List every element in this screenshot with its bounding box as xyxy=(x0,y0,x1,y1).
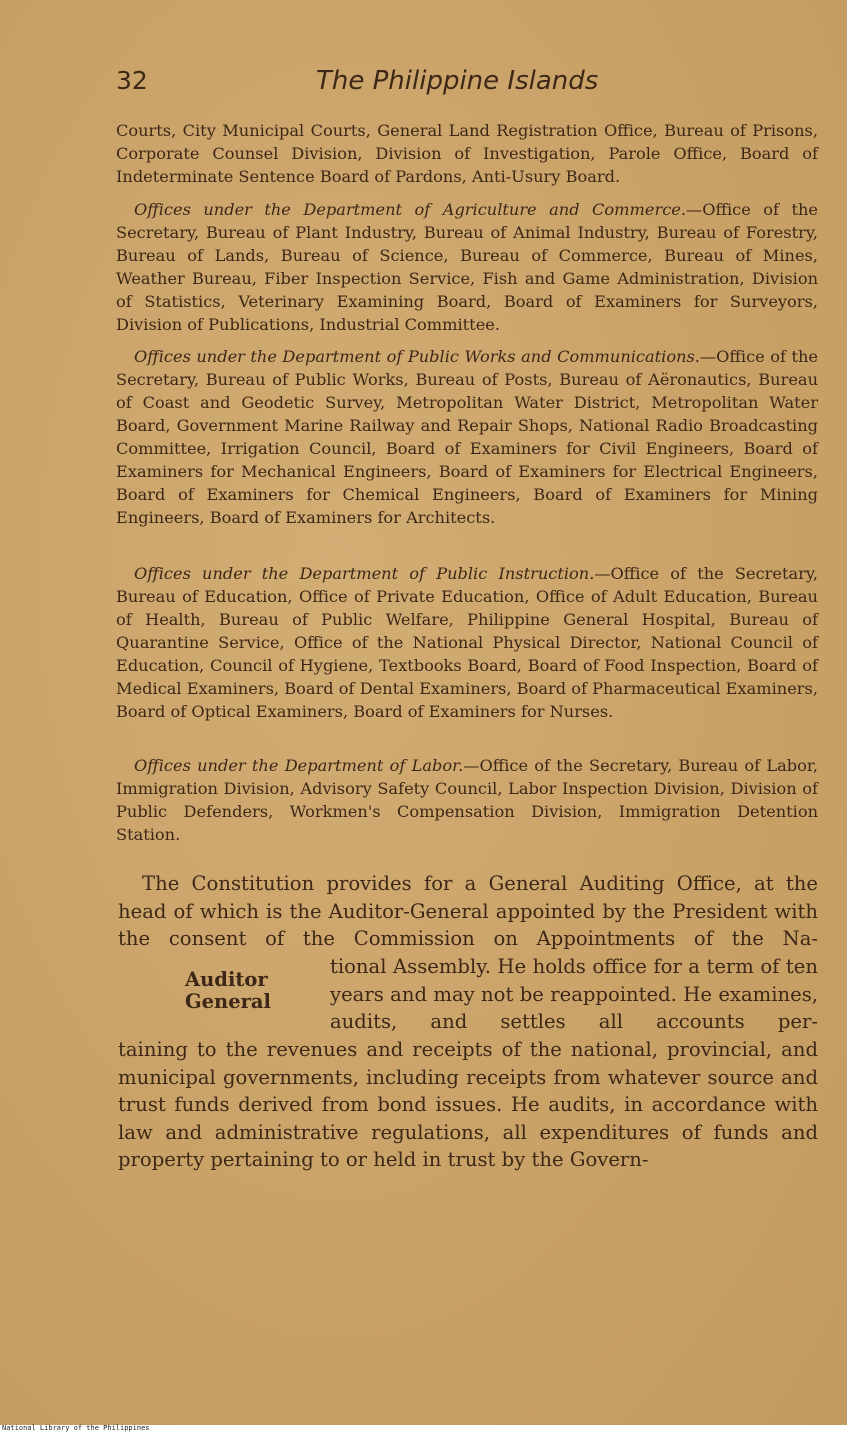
footer-credit: National Library of the Philippines xyxy=(2,1424,150,1432)
auditor-continuation xyxy=(118,1036,818,1174)
public-works-body: —Office of the Secretary, Bureau of Public Works, Bureau of Posts, Bureau of Aëronautics, Bureau of Coast and Geodetic Survey, Metropolitan Water District, Metropolitan Water Board, Government Marine Railway and Repair Shops, National Radio Broadcasting Committee, Irrigation Council, Board of Examiners for Civil Engineers, Board of Examiners for Mechanical Engineers, Board of Examiners for Electrical Engineers, Board of Examiners for Chemical Engineers, Board of Examiners for Mining Engineers, Board of Examiners for Architects. xyxy=(116,347,818,527)
page-header xyxy=(116,66,816,106)
paragraph-agriculture xyxy=(116,198,818,336)
auditor-side-text xyxy=(330,953,818,1036)
auditor-intro xyxy=(118,870,818,953)
paragraph-courts xyxy=(116,119,818,188)
auditor-continuation-text: taining to the revenues and receipts of the national, provincial, and municipal governments, including receipts from whatever source and trust funds derived from bond issues. He audits, in accordance with law and administrative regulations, all expenditures of funds and property pertaining to or held in trust by the Govern- xyxy=(118,1038,818,1172)
agriculture-lead: Offices under the Department of Agriculture and Commerce. xyxy=(134,200,686,219)
public-works-lead: Offices under the Department of Public Works and Communications. xyxy=(134,347,700,366)
agriculture-body: —Office of the Secretary, Bureau of Plant Industry, Bureau of Animal Industry, Bureau of Forestry, Bureau of Lands, Bureau of Science, Bureau of Commerce, Bureau of Mines, Weather Bureau, Fiber Inspection Service, Fish and Game Administration, Division of Statistics, Veterinary Examining Board, Board of Examiners for Surveyors, Division of Publications, Industrial Committee. xyxy=(116,200,819,334)
auditor-intro-text: The Constitution provides for a General Auditing Office, at the head of which is the Auditor-General appointed by the President with the consent of the Commission on Appointments of the Na- xyxy=(118,872,818,951)
instruction-lead: Offices under the Department of Public Instruction. xyxy=(134,564,595,583)
side-heading-line-1: Auditor xyxy=(185,968,268,991)
auditor-side-text-body: tional Assembly. He holds office for a term of ten years and may not be reappointed. He examines, audits, and settles all accounts per- xyxy=(330,955,818,1034)
paragraph-public-works xyxy=(116,345,818,529)
page-number: 32 xyxy=(116,66,148,95)
side-heading-auditor-general xyxy=(185,969,271,1013)
labor-lead: Offices under the Department of Labor. xyxy=(134,756,464,775)
paragraph-courts-text: Courts, City Municipal Courts, General Land Registration Office, Bureau of Prisons, Corporate Counsel Division, Division of Investigation, Parole Office, Board of Indeterminate Sentence Board of Pardons, Anti-Usury Board. xyxy=(116,121,818,186)
side-heading-line-2: General xyxy=(185,990,271,1013)
paragraph-instruction xyxy=(116,562,818,723)
paragraph-labor xyxy=(116,754,818,846)
running-title: The Philippine Islands xyxy=(316,66,599,96)
labor-body: —Office of the Secretary, Bureau of Labor, Immigration Division, Advisory Safety Council, Labor Inspection Division, Division of Public Defenders, Workmen's Compensation Division, Immigration Detention Station. xyxy=(116,756,818,844)
instruction-body: —Office of the Secretary, Bureau of Education, Office of Private Education, Office of Adult Education, Bureau of Health, Bureau of Public Welfare, Philippine General Hospital, Bureau of Quarantine Service, Office of the National Physical Director, National Council of Education, Council of Hygiene, Textbooks Board, Board of Food Inspection, Board of Medical Examiners, Board of Dental Examiners, Board of Pharmaceutical Examiners, Board of Optical Examiners, Board of Examiners for Nurses. xyxy=(116,564,818,721)
